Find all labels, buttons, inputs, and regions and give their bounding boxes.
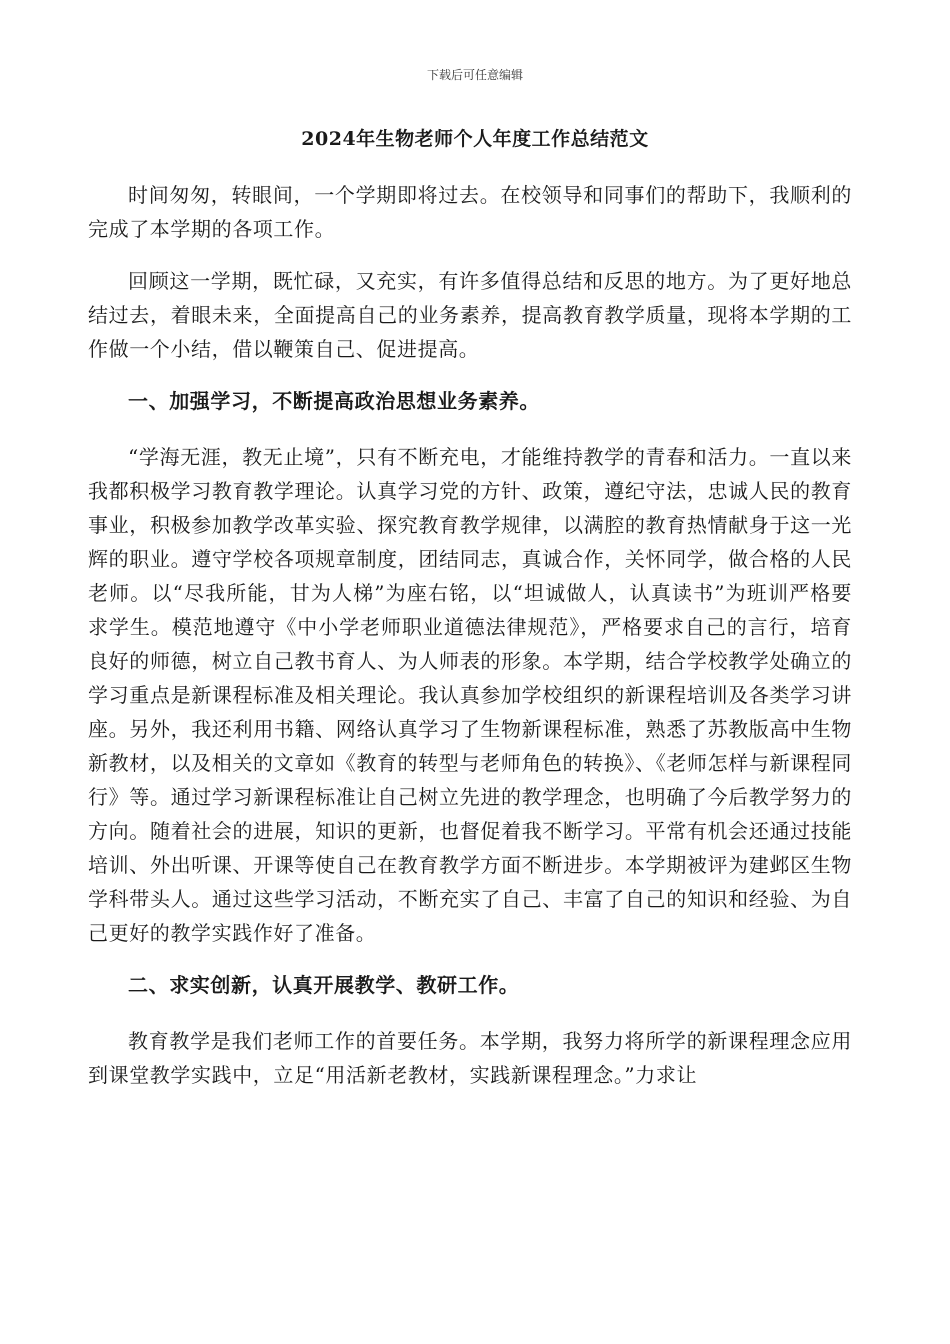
section-1-paragraph: “学海无涯，教无止境”，只有不断充电，才能维持教学的青春和活力。一直以来我都积极学习教育教学理论。认真学习党的方针、政策，遵纪守法，忠诚人民的教育事业，积极参加教学改革实验、探究教育教学规律，以满腔的教育热情献身于这一光辉的职业。遵守学校各项规章制度，团结同志，真诚合作，关怀同学，做合格的人民老师。以“尽我所能，甘为人梯”为座右铭，以“坦诚做人，认真读书”为班训严格要求学生。模范地遵守《中小学老师职业道德法律规范》，严格要求自己的言行，培育良好的师德，树立自己教书育人、为人师表的形象。本学期，结合学校教学处确立的学习重点是新课程标准及相关理论。我认真参加学校组织的新课程培训及各类学习讲座。另外，我还利用书籍、网络认真学习了生物新课程标准，熟悉了苏教版高中生物新教材，以及相关的文章如《教育的转型与老师角色的转换》、《老师怎样与新课程同行》等。通过学习新课程标准让自己树立先进的教学理念，也明确了今后教学努力的方向。随着社会的进展，知识的更新，也督促着我不断学习。平常有机会还通过技能培训、外出听课、开课等使自己在教育教学方面不断进步。本学期被评为建邺区生物学科带头人。通过这些学习活动，不断充实了自己、丰富了自己的知识和经验、为自己更好的教学实践作好了准备。 [88,445,852,945]
section-2-paragraph: 教育教学是我们老师工作的首要任务。本学期，我努力将所学的新课程理念应用到课堂教学实践中，立足“用活新老教材，实践新课程理念。”力求让 [88,1029,852,1087]
document-title: 2024年生物老师个人年度工作总结范文 [301,128,649,150]
section-heading-1: 一、加强学习，不断提高政治思想业务素养。 [128,389,540,413]
section-heading-2: 二、求实创新，认真开展教学、教研工作。 [128,973,520,997]
document-body [88,178,852,1110]
intro-paragraph-1: 时间匆匆，转眼间，一个学期即将过去。在校领导和同事们的帮助下，我顺利的完成了本学期的各项工作。 [88,183,852,241]
intro-paragraph-2: 回顾这一学期，既忙碌，又充实，有许多值得总结和反思的地方。为了更好地总结过去，着眼未来，全面提高自己的业务素养，提高教育教学质量，现将本学期的工作做一个小结，借以鞭策自己、促进提高。 [88,269,852,361]
header-note: 下载后可任意编辑 [426,68,523,82]
